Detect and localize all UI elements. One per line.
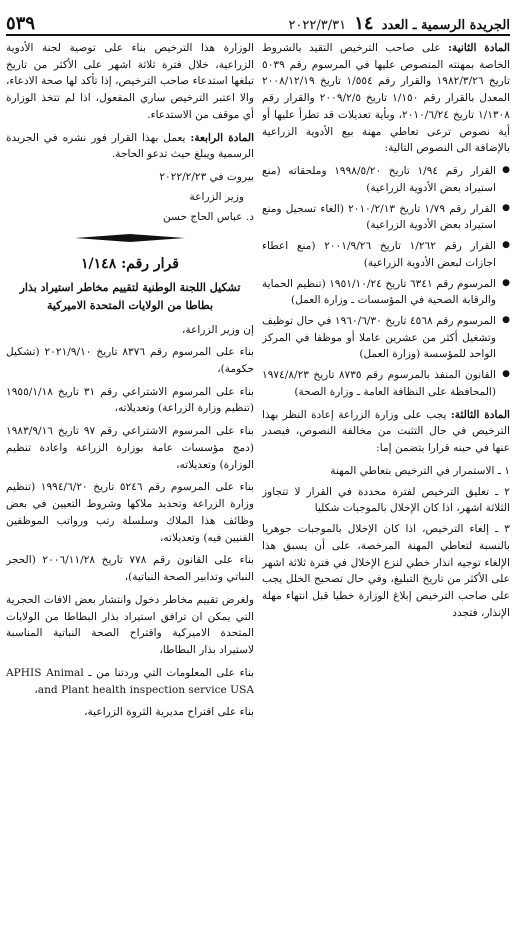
preamble-line: بناء على اقتراح مديرية الثروة الزراعية، — [84, 706, 254, 719]
article-2-label: المادة الثانية: — [448, 42, 510, 54]
decree-title: تشكيل اللجنة الوطنية لتقييم مخاطر استيراد بذار بطاطا من الولايات المتحدة الاميركية — [19, 281, 241, 312]
preamble-line: بناء على المرسوم رقم ٨٣٧٦ تاريخ ٢٠٢١/٩/١٠ (تشكيل حكومة)، — [6, 346, 254, 376]
article-3-label: المادة الثالثة: — [450, 408, 510, 421]
left-column — [6, 40, 254, 930]
article-3-continuation: الوزارة هذا الترخيص بناء على توصية لجنة الأدوية الزراعية، خلال فترة ثلاثة اشهر على الأكثر من تاريخ تبلغها استدعاء صاحب الترخيص، إذا تأكد لها صحة الادعاء، والا اعتبر الترخيص ساري المفعول، اذا لم تتخذ الوزارة أي موقف من الاستدعاء. — [6, 42, 254, 121]
bullet-item: ● القرار رقم ١/٧٩ تاريخ ٢٠١٠/٢/١٣ (الغاء تسجيل ومنع استيراد بعض الأدوية الزراعية) — [262, 201, 510, 234]
signature-block — [6, 169, 254, 225]
issue-date: ٢٠٢٢/٣/٣١ — [288, 18, 347, 33]
preamble-line: بناء على القانون رقم ٧٧٨ تاريخ ٢٠٠٦/١١/٢٨ (الحجر النباتي وتدابير الصحة النباتية)، — [6, 554, 254, 584]
issue-number: ١٤ — [354, 13, 374, 34]
preamble-line: بناء على المعلومات التي وردتنا من ـ APHIS Animal and Plant health inspection service USA، — [6, 666, 254, 696]
article-4 — [6, 130, 254, 163]
article-2-text: على صاحب الترخيص التقيد بالشروط الخاصة بمهنته المنصوص عليها في المرسوم رقم ٥٠٣٩ تاريخ ١٩٨٢/٣/٢٦ والقرار رقم ١/٥٥٤ تاريخ ٢٠٠٨/١٢/١٩ المعدل بالقرار رقم ١/١٥٠ تاريخ ٢٠٠٩/٢/٥ والقرار رقم ١/١٣٠٨ تاريخ ٢٠١٠/٦/٢٤، وبأية تعديلات قد تطرأ عليها أو أية نصوص ترعى تعاطي مهنة بيع الأدوية الزراعية بالإضافة الى النصوص التالية: — [262, 42, 510, 155]
bullet-item: ● القرار رقم ١/٩٤ تاريخ ١٩٩٨/٥/٢٠ وملحقاته (منع استيراد بعض الأدوية الزراعية) — [262, 163, 510, 196]
right-column — [262, 40, 510, 930]
bullet-item: ● المرسوم رقم ٦٣٤١ تاريخ ١٩٥١/١٠/٢٤ (تنظيم الحماية والرقابة الصحية في المؤسسات ـ وزارة العمل) — [262, 276, 510, 309]
article-3-text: يجب على وزارة الزراعة إعادة النظر بهذا الترخيص في حال التثبت من مخالفة النصوص، فيصدر عنها في حينه قرارا يتضمن إما: — [262, 408, 510, 455]
divider-ornament — [75, 233, 185, 243]
bullet-item: ● المرسوم رقم ٤٥٦٨ تاريخ ١٩٦٠/٦/٣٠ في حال توظيف وتشغيل أكثر من عشرين عاملا أو موظفا في المركز الواحد للمؤسسة (وزارة العمل) — [262, 313, 510, 363]
article-2 — [262, 40, 510, 157]
numbered-item: ٢ ـ تعليق الترخيص لفترة محددة في القرار لا تتجاوز الثلاثة اشهر، اذا كان الإخلال بالموجبات شكليا — [262, 485, 510, 515]
sign-name: د. عباس الحاج حسن — [162, 210, 254, 223]
preamble-line: بناء على المرسوم الاشتراعي رقم ٣١ تاريخ ١٩٥٥/١/١٨ (تنظيم وزارة الزراعة) وتعديلاته، — [6, 385, 254, 415]
section-divider — [6, 231, 254, 245]
sign-place-date: بيروت في ٢٠٢٢/٢/٢٣ — [159, 171, 254, 184]
article-4-label: المادة الرابعة: — [190, 131, 254, 144]
bullet-item: ● القرار رقم ١/٢٦٢ تاريخ ٢٠٠١/٩/٢٦ (منع اعطاء اجازات لبعض الأدوية الزراعية) — [262, 238, 510, 271]
article-3 — [262, 407, 510, 457]
page-columns — [6, 40, 510, 930]
preamble-line: إن وزير الزراعة، — [182, 323, 254, 336]
preamble-line: بناء على المرسوم الاشتراعي رقم ٩٧ تاريخ ١٩٨٣/٩/١٦ (دمج مؤسسات عامة بوزارة الزراعة واعادة تنظيم الوزارة) وتعديلاته، — [6, 425, 254, 471]
numbered-item: ١ ـ الاستمرار في الترخيص بتعاطي المهنة — [330, 464, 510, 477]
preamble-line: بناء على المرسوم رقم ٥٢٤٦ تاريخ ١٩٩٤/٦/٢٠ (تنظيم وزارة الزراعة وتحديد ملاكها وشروط التعيين في بعض وظائف هذا الملاك وسلسلة رتب ورواتب الموظفين الفنيين فيه) وتعديلاته، — [6, 481, 254, 544]
page-header — [6, 6, 510, 36]
preamble-line: ولغرض تقييم مخاطر دخول وانتشار بعض الافات الحجرية التي يمكن ان ترافق استيراد بذار البطاطا من الولايات المتحدة الاميركية واقتراح الصحة النباتية المناسبة لاستيراد بذار البطاطا، — [6, 593, 254, 657]
header-title-group — [288, 13, 510, 34]
numbered-item: ٣ ـ إلغاء الترخيص، اذا كان الإخلال بالموجبات جوهريا بالنسبة لتعاطي المهنة المرخصة، على أن يسبق هذا الإلغاء توجيه انذار خطي لنزع الإخلال في فترة ثلاثة اشهر على الأكثر من تاريخ التبليغ، وفي حال تصحيح الخلل يجب على صاحب الترخيص إبلاغ الوزارة خطيا قبل انتهاء مهلة الإنذار، فتجدد — [262, 523, 510, 619]
article-4-text: يعمل بهذا القرار فور نشره في الجريدة الرسمية ويبلغ حيث تدعو الحاجة. — [6, 131, 254, 161]
journal-title: الجريدة الرسمية ـ العدد — [381, 18, 510, 33]
sign-title: وزير الزراعة — [189, 190, 244, 203]
page-number: ٥٣٩ — [6, 13, 36, 34]
decree-number: قرار رقم: ١/١٤٨ — [81, 256, 179, 273]
bullet-item: ● القانون المنفذ بالمرسوم رقم ٨٧٣٥ تاريخ ١٩٧٤/٨/٢٣ (المحافظة على النظافة العامة ـ وزارة الصحة) — [262, 367, 510, 400]
